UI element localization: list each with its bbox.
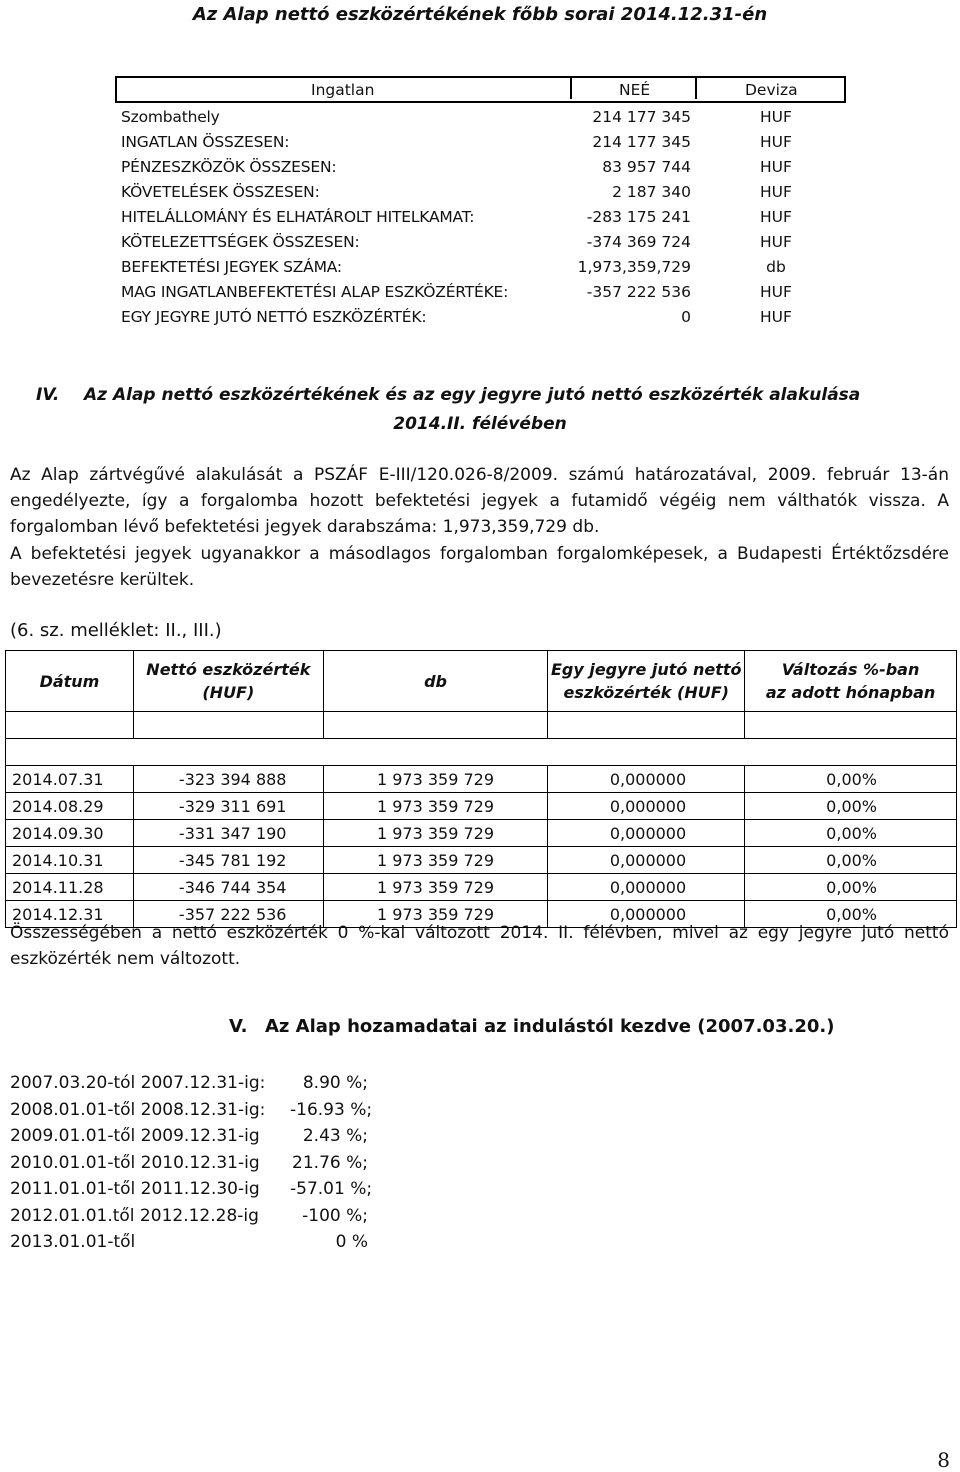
asset-currency: HUF (760, 108, 792, 126)
header-nav: Nettó eszközérték (HUF) (133, 651, 323, 712)
asset-value: -357 222 536 (586, 283, 691, 301)
return-period: 2008.01.01-től 2008.12.31-ig: (10, 1099, 266, 1120)
cell-per-unit: 0,000000 (548, 874, 745, 901)
asset-value: 83 957 744 (602, 158, 691, 176)
asset-value: 0 (681, 308, 691, 326)
table-row (6, 847, 957, 874)
cell-nav: -346 744 354 (133, 874, 323, 901)
return-value: 8.90 %; (302, 1073, 368, 1093)
section-iv-number: IV. (36, 385, 60, 405)
asset-value: 1,973,359,729 (577, 258, 691, 276)
cell-change: 0,00% (745, 793, 957, 820)
asset-value: 214 177 345 (592, 108, 691, 126)
header-currency: Deviza (745, 81, 798, 99)
return-value: -57.01 %; (290, 1179, 373, 1199)
asset-row (115, 255, 846, 280)
cell-change: 0,00% (745, 901, 957, 928)
asset-currency: HUF (760, 133, 792, 151)
return-value: 0 % (335, 1232, 368, 1252)
cell-date: 2014.10.31 (6, 847, 134, 874)
header-change: Változás %-ban az adott hónapban (745, 651, 957, 712)
asset-label: Szombathely (121, 108, 220, 126)
asset-currency: HUF (760, 183, 792, 201)
summary-paragraph: Összességében a nettó eszközérték 0 %-kal változott 2014. II. félévben, mivel az egy jegyre jutó nettó eszközérték nem változott. (10, 923, 949, 969)
asset-label: HITELÁLLOMÁNY ÉS ELHATÁROLT HITELKAMAT: (121, 208, 475, 226)
return-period: 2009.01.01-től 2009.12.31-ig (10, 1126, 260, 1146)
cell-change: 0,00% (745, 820, 957, 847)
header-divider (570, 76, 572, 99)
section-v-title: Az Alap hozamadatai az indulástól kezdve (2007.03.20.) (265, 1016, 835, 1037)
header-divider (695, 76, 697, 99)
return-value: 2.43 %; (302, 1126, 368, 1146)
return-period: 2013.01.01-től (10, 1232, 136, 1252)
cell-db: 1 973 359 729 (323, 847, 548, 874)
attachment-note: (6. sz. melléklet: II., III.) (10, 620, 222, 641)
asset-label: KÖTELEZETTSÉGEK ÖSSZESEN: (121, 233, 360, 251)
asset-value: 214 177 345 (592, 133, 691, 151)
cell-date: 2014.07.31 (6, 766, 134, 793)
section-iv-subtitle: 2014.II. félévében (393, 414, 567, 434)
table-row (6, 766, 957, 793)
asset-value: 2 187 340 (612, 183, 691, 201)
asset-row (115, 280, 846, 305)
cell-db: 1 973 359 729 (323, 901, 548, 928)
cell-db: 1 973 359 729 (323, 874, 548, 901)
cell-per-unit: 0,000000 (548, 901, 745, 928)
asset-table (115, 76, 846, 330)
asset-currency: HUF (760, 308, 792, 326)
table-spacer-row (6, 712, 957, 739)
header-per-unit: Egy jegyre jutó nettó eszközérték (HUF) (548, 651, 745, 712)
cell-db: 1 973 359 729 (323, 766, 548, 793)
cell-date: 2014.09.30 (6, 820, 134, 847)
asset-currency: HUF (760, 158, 792, 176)
nav-table (5, 650, 957, 928)
asset-label: INGATLAN ÖSSZESEN: (121, 133, 290, 151)
cell-per-unit: 0,000000 (548, 820, 745, 847)
table-spacer-row (6, 739, 957, 766)
header-db: db (323, 651, 548, 712)
asset-row (115, 230, 846, 255)
asset-currency: HUF (760, 283, 792, 301)
page-title: Az Alap nettó eszközértékének főbb sorai 2014.12.31-én (192, 4, 768, 25)
approval-paragraph: Az Alap zártvégűvé alakulását a PSZÁF E-III/120.026-8/2009. számú határozatával, 2009. február 13-án engedélyezte, így a forgalomba hozott befektetési jegyek a futamidő végéig nem válthatók vissza. A forgalomban lévő befektetési jegyek darabszáma: 1,973,359,729 db. (10, 465, 949, 537)
cell-change: 0,00% (745, 874, 957, 901)
cell-per-unit: 0,000000 (548, 766, 745, 793)
header-nav: NEÉ (619, 81, 651, 99)
page-number: 8 (937, 1448, 950, 1472)
cell-date: 2014.11.28 (6, 874, 134, 901)
asset-label: EGY JEGYRE JUTÓ NETTÓ ESZKÖZÉRTÉK: (121, 308, 427, 326)
asset-row (115, 180, 846, 205)
return-period: 2007.03.20-tól 2007.12.31-ig: (10, 1073, 266, 1093)
asset-row (115, 155, 846, 180)
cell-db: 1 973 359 729 (323, 793, 548, 820)
asset-row (115, 305, 846, 330)
return-value: 21.76 %; (292, 1152, 368, 1173)
cell-nav: -323 394 888 (133, 766, 323, 793)
asset-currency: HUF (760, 233, 792, 251)
cell-db: 1 973 359 729 (323, 820, 548, 847)
nav-table-header (6, 651, 957, 712)
cell-nav: -357 222 536 (133, 901, 323, 928)
return-period: 2010.01.01-től 2010.12.31-ig (10, 1152, 260, 1173)
cell-nav: -345 781 192 (133, 847, 323, 874)
cell-nav: -331 347 190 (133, 820, 323, 847)
asset-row (115, 105, 846, 130)
section-v-number: V. (229, 1016, 248, 1037)
header-property: Ingatlan (311, 81, 375, 99)
asset-value: -283 175 241 (586, 208, 691, 226)
cell-per-unit: 0,000000 (548, 847, 745, 874)
cell-per-unit: 0,000000 (548, 793, 745, 820)
asset-label: MAG INGATLANBEFEKTETÉSI ALAP ESZKÖZÉRTÉKE: (121, 283, 509, 301)
asset-label: BEFEKTETÉSI JEGYEK SZÁMA: (121, 258, 342, 276)
cell-date: 2014.08.29 (6, 793, 134, 820)
asset-currency: db (766, 258, 786, 276)
asset-row (115, 205, 846, 230)
section-iv-title: Az Alap nettó eszközértékének és az egy jegyre jutó nettó eszközérték alakulása (84, 385, 861, 405)
asset-row (115, 130, 846, 155)
table-row (6, 820, 957, 847)
trading-paragraph: A befektetési jegyek ugyanakkor a másodlagos forgalomban forgalomképesek, a Budapesti Értéktőzsdére bevezetésre kerültek. (10, 544, 949, 590)
asset-table-header (115, 76, 846, 103)
table-row (6, 793, 957, 820)
cell-date: 2014.12.31 (6, 901, 134, 928)
return-period: 2011.01.01-től 2011.12.30-ig (10, 1179, 260, 1199)
asset-label: PÉNZESZKÖZÖK ÖSSZESEN: (121, 158, 337, 176)
header-date: Dátum (6, 651, 134, 712)
return-value: -100 %; (302, 1205, 368, 1226)
cell-change: 0,00% (745, 847, 957, 874)
asset-currency: HUF (760, 208, 792, 226)
return-period: 2012.01.01.től 2012.12.28-ig (10, 1205, 259, 1226)
cell-change: 0,00% (745, 766, 957, 793)
table-row (6, 874, 957, 901)
return-value: -16.93 %; (290, 1099, 373, 1120)
asset-label: KÖVETELÉSEK ÖSSZESEN: (121, 183, 320, 201)
asset-value: -374 369 724 (586, 233, 691, 251)
cell-nav: -329 311 691 (133, 793, 323, 820)
